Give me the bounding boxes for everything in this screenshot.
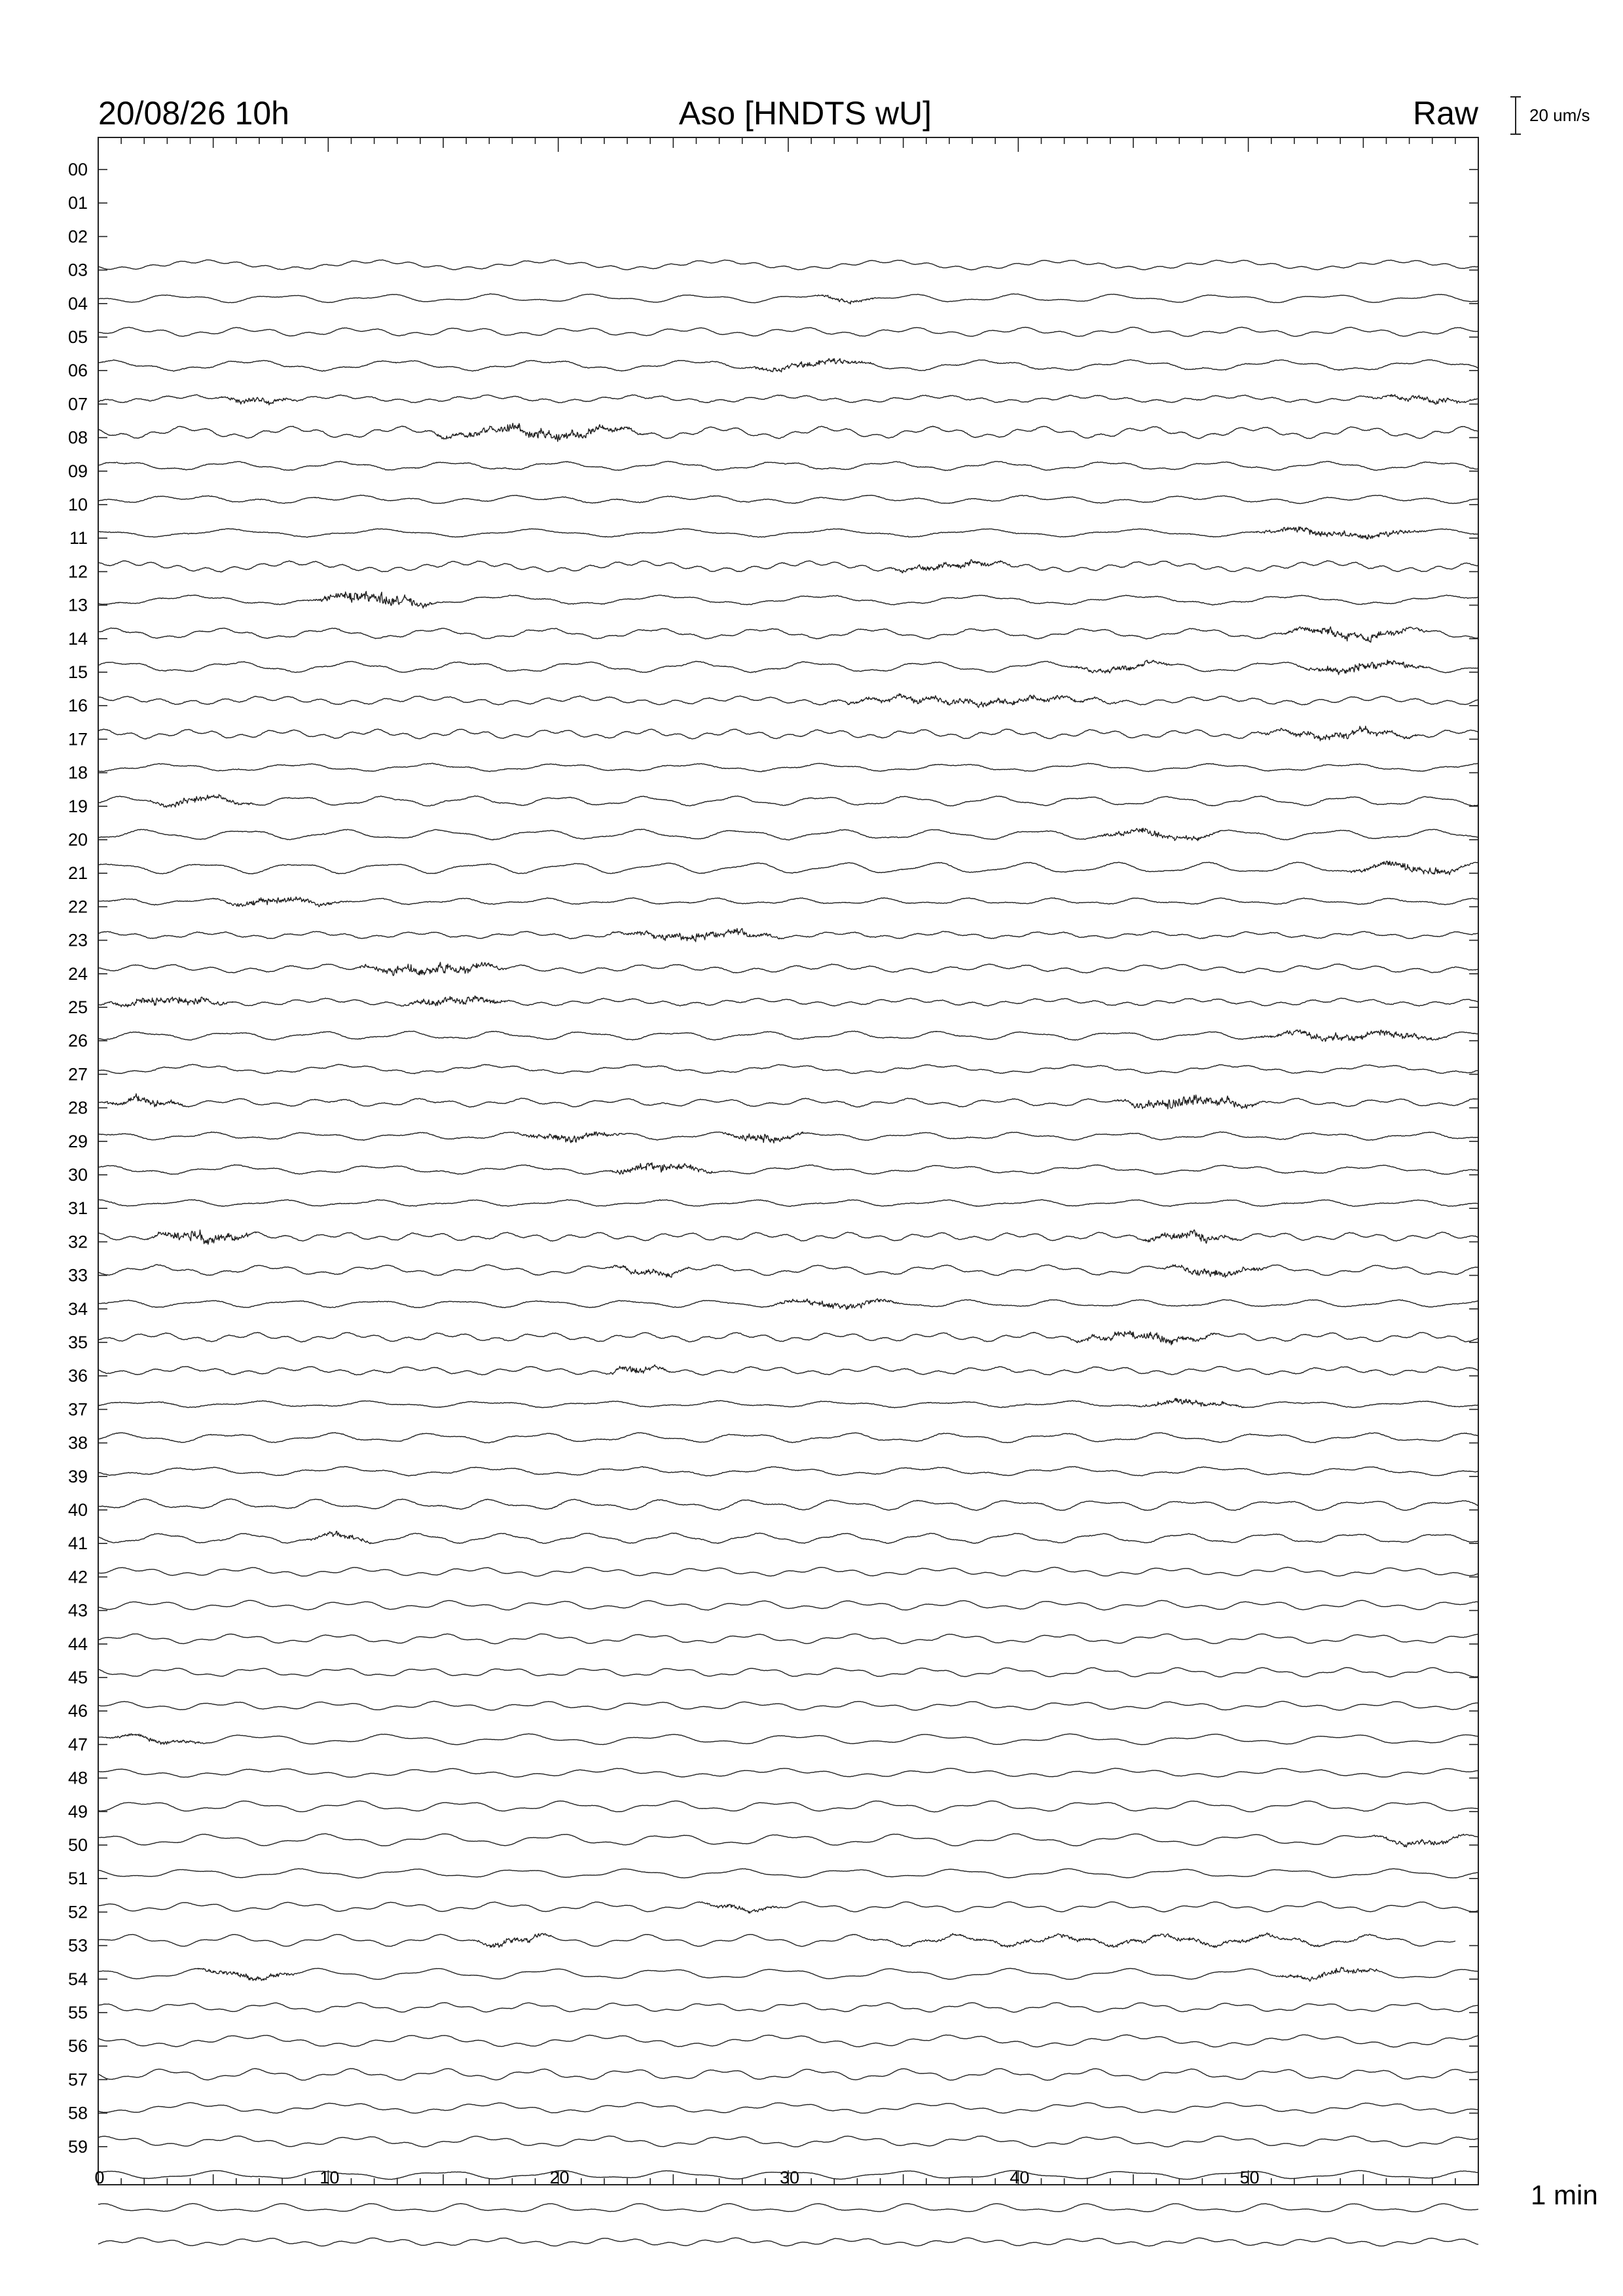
trace-line	[98, 1967, 1478, 1982]
trace-line	[98, 1701, 1478, 1710]
trace-line	[98, 294, 1478, 304]
row-label: 09	[67, 461, 88, 481]
trace-line	[98, 260, 1478, 270]
row-label: 24	[67, 963, 88, 984]
row-label: 11	[69, 528, 88, 548]
row-label: 43	[67, 1600, 88, 1621]
trace-line	[98, 1801, 1478, 1812]
trace-line	[98, 592, 1478, 609]
row-label: 30	[67, 1165, 88, 1185]
row-label: 54	[67, 1969, 88, 1989]
time-unit-label: 1 min	[1531, 2179, 1598, 2210]
row-label: 36	[67, 1366, 88, 1386]
row-label: 40	[67, 1500, 88, 1520]
row-label: 50	[67, 1835, 88, 1855]
datetime-label: 20/08/26 10h	[98, 95, 289, 132]
row-label: 29	[67, 1131, 88, 1151]
trace-line	[98, 1064, 1478, 1074]
trace-line	[98, 1768, 1478, 1778]
trace-line	[98, 1902, 1478, 1914]
trace-line	[98, 897, 1478, 906]
row-label: 47	[67, 1734, 88, 1755]
trace-line	[98, 1163, 1478, 1175]
row-label: 00	[67, 160, 88, 179]
row-label: 15	[67, 662, 88, 682]
row-label: 26	[67, 1031, 88, 1051]
row-label: 41	[67, 1534, 88, 1554]
row-label: 04	[67, 293, 88, 314]
row-label: 35	[67, 1333, 88, 1352]
trace-line	[98, 828, 1478, 840]
trace-line	[98, 423, 1478, 442]
trace-line	[98, 962, 1478, 975]
row-label: 25	[67, 997, 88, 1017]
row-label: 19	[67, 796, 88, 816]
trace-line	[98, 1132, 1478, 1143]
trace-line	[98, 996, 1478, 1007]
row-label: 03	[67, 260, 88, 280]
trace-line	[98, 1331, 1478, 1345]
trace-line	[98, 1200, 1478, 1207]
trace-line	[98, 1668, 1478, 1677]
x-tick-label: 40	[1010, 2168, 1030, 2187]
trace-line	[98, 2068, 1478, 2080]
trace-line	[98, 2238, 1478, 2246]
trace-line	[98, 861, 1478, 875]
trace-line	[98, 2136, 1478, 2147]
row-label: 22	[67, 897, 88, 917]
row-label: 28	[67, 1098, 88, 1118]
plot-border	[98, 137, 1478, 2185]
trace-line	[98, 495, 1478, 503]
x-tick-label: 50	[1239, 2168, 1260, 2187]
trace-line	[98, 2102, 1478, 2113]
row-label: 33	[67, 1265, 88, 1285]
row-label: 18	[67, 762, 88, 783]
trace-line	[98, 2035, 1478, 2047]
mode-label: Raw	[1412, 95, 1478, 132]
axis-ticks	[98, 137, 1478, 2185]
trace-line	[98, 1398, 1478, 1408]
row-label: 17	[67, 729, 88, 749]
trace-line	[98, 359, 1478, 372]
row-label: 05	[67, 327, 88, 347]
trace-line	[98, 461, 1478, 471]
x-tick-label: 0	[94, 2168, 105, 2187]
trace-line	[98, 1433, 1478, 1443]
row-label: 10	[67, 495, 88, 514]
trace-line	[98, 1933, 1455, 1947]
station-title: Aso [HNDTS wU]	[678, 95, 932, 132]
trace-line	[98, 795, 1478, 808]
row-label: 38	[67, 1433, 88, 1453]
row-label: 44	[67, 1634, 88, 1654]
row-label: 58	[67, 2103, 88, 2123]
trace-line	[98, 1532, 1478, 1544]
trace-line	[98, 560, 1478, 573]
x-tick-label: 20	[549, 2168, 570, 2187]
row-label: 32	[67, 1232, 88, 1252]
trace-line	[98, 763, 1478, 772]
trace-line	[98, 1568, 1478, 1577]
row-label: 56	[67, 2036, 88, 2056]
row-label: 53	[67, 1935, 88, 1956]
trace-line	[98, 395, 1478, 405]
trace-line	[98, 1030, 1478, 1042]
row-label: 16	[67, 696, 88, 716]
row-label: 59	[67, 2136, 88, 2157]
row-label: 14	[67, 628, 88, 649]
row-label: 13	[67, 595, 88, 615]
trace-line	[98, 1230, 1478, 1244]
trace-line	[98, 1499, 1478, 1511]
row-label: 49	[67, 1801, 88, 1821]
trace-line	[98, 1365, 1478, 1375]
trace-line	[98, 726, 1478, 741]
row-label: 23	[67, 930, 88, 950]
row-label: 42	[67, 1567, 88, 1587]
trace-line	[98, 694, 1478, 708]
trace-line	[98, 527, 1478, 539]
row-label: 02	[67, 226, 88, 247]
row-label: 21	[67, 863, 88, 884]
row-label: 55	[67, 2003, 88, 2022]
trace-line	[98, 2204, 1478, 2212]
trace-line	[98, 627, 1478, 643]
trace-line	[98, 1467, 1478, 1477]
trace-line	[98, 1600, 1478, 1610]
row-label: 12	[67, 562, 88, 582]
row-label: 52	[67, 1902, 88, 1922]
row-label: 37	[67, 1399, 88, 1420]
trace-line	[98, 1094, 1478, 1109]
plot-frame	[98, 137, 1478, 2185]
row-label: 06	[67, 361, 88, 381]
row-label: 07	[67, 394, 88, 414]
trace-line	[98, 1299, 1478, 1309]
row-label: 57	[67, 2070, 88, 2090]
row-label: 45	[67, 1668, 88, 1687]
row-label: 39	[67, 1466, 88, 1486]
scale-label: 20 um/s	[1529, 105, 1590, 125]
row-label: 51	[67, 1869, 88, 1889]
row-label: 08	[67, 427, 88, 448]
trace-line	[98, 1734, 1478, 1745]
trace-line	[98, 327, 1478, 336]
trace-line	[98, 1834, 1478, 1847]
row-label: 01	[67, 193, 88, 213]
trace-line	[98, 1869, 1478, 1878]
trace-group	[98, 260, 1478, 2246]
trace-line	[98, 1634, 1478, 1643]
row-label: 31	[67, 1198, 88, 1219]
row-label: 46	[67, 1701, 88, 1721]
row-label: 20	[67, 830, 88, 850]
trace-line	[98, 929, 1478, 942]
x-tick-label: 10	[319, 2168, 340, 2187]
row-label: 34	[67, 1299, 88, 1319]
row-label: 48	[67, 1768, 88, 1788]
trace-line	[98, 660, 1478, 675]
x-tick-label: 30	[779, 2168, 800, 2187]
trace-line	[98, 2003, 1478, 2013]
trace-line	[98, 1265, 1478, 1278]
scale-bar-group	[1510, 97, 1521, 134]
row-label: 27	[67, 1064, 88, 1085]
